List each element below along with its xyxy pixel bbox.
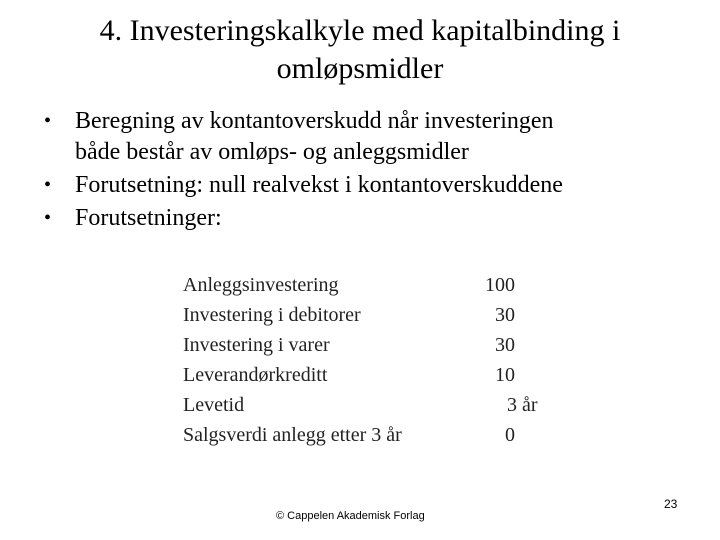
assumption-label: Investering i debitorer xyxy=(183,304,361,326)
bullet-item xyxy=(44,203,684,234)
assumption-row xyxy=(183,420,553,450)
assumption-row xyxy=(183,360,553,390)
assumption-label: Levetid xyxy=(183,394,245,416)
assumption-label: Salgsverdi anlegg etter 3 år xyxy=(183,424,402,446)
assumptions-table xyxy=(183,270,553,450)
assumption-label: Investering i varer xyxy=(183,334,330,356)
assumption-value: 30 xyxy=(495,304,515,326)
assumption-label: Leverandørkreditt xyxy=(183,364,328,386)
assumption-row xyxy=(183,300,553,330)
bullet-text: Forutsetninger: xyxy=(75,205,222,231)
bullet-text: Beregning av kontantoverskudd når investeringen xyxy=(75,108,554,134)
title-line-2: omløpsmidler xyxy=(276,52,444,85)
slide-title xyxy=(30,12,690,88)
bullet-item xyxy=(44,170,684,201)
bullet-text-continued: både består av omløps- og anleggsmidler xyxy=(75,139,469,165)
page-number: 23 xyxy=(664,497,678,511)
assumption-value: 30 xyxy=(495,334,515,356)
assumption-row xyxy=(183,330,553,360)
assumption-value: 100 xyxy=(485,274,515,296)
footer-copyright: © Cappelen Akademisk Forlag xyxy=(276,510,425,522)
bullet-item xyxy=(44,106,684,168)
bullet-list xyxy=(44,106,684,242)
assumption-value: 0 xyxy=(505,424,515,446)
bullet-icon: • xyxy=(44,174,52,196)
title-line-1: 4. Investeringskalkyle med kapitalbinding i xyxy=(99,14,621,47)
assumption-value: 3 år xyxy=(507,394,538,416)
assumption-value: 10 xyxy=(495,364,515,386)
assumption-row xyxy=(183,270,553,300)
bullet-icon: • xyxy=(44,110,52,132)
bullet-icon: • xyxy=(44,207,52,229)
assumption-row xyxy=(183,390,553,420)
bullet-text: Forutsetning: null realvekst i kontantoverskuddene xyxy=(75,172,563,198)
assumption-label: Anleggsinvestering xyxy=(183,274,339,296)
